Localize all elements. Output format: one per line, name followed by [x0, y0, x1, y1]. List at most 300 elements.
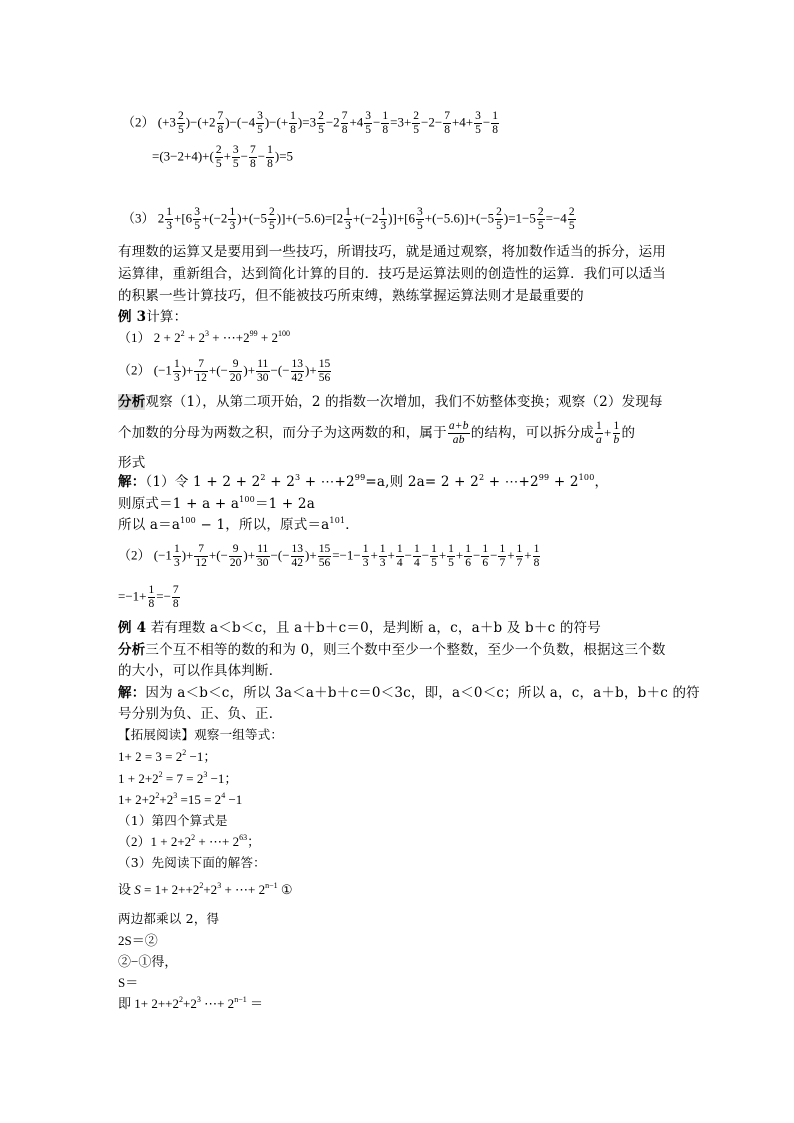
exponent: 2 — [155, 791, 160, 800]
fraction — [256, 543, 270, 570]
denominator: 5 — [568, 220, 575, 232]
term: − — [404, 547, 412, 563]
denominator: 4 — [413, 557, 420, 569]
example-label: 例 3 — [118, 309, 147, 325]
fraction — [416, 206, 424, 233]
paragraph-line: 运算律，重新组合，达到简化计算的目的．技巧是运算法则的创造性的运算．我们可以适当 — [118, 266, 666, 282]
denominator: 5 — [232, 158, 239, 170]
exponent: 100 — [277, 329, 290, 338]
denominator: 8 — [148, 598, 155, 610]
denominator: ab — [452, 434, 465, 446]
term: − — [421, 547, 430, 563]
term: =a,则 2a= 2 + 2 — [365, 474, 479, 490]
fraction — [268, 206, 276, 233]
fraction — [228, 206, 236, 233]
exponent: 2 — [260, 473, 266, 482]
fraction — [229, 358, 243, 385]
fraction — [291, 358, 305, 385]
term: )=3 — [297, 114, 317, 130]
exponent: 3 — [204, 329, 209, 338]
fraction — [256, 110, 264, 137]
exponent: 2 — [180, 329, 185, 338]
term: 2 + 2 — [153, 330, 181, 345]
exponent: 99 — [538, 473, 550, 482]
fraction — [215, 144, 223, 171]
numerator: 7 — [194, 358, 208, 372]
denominator: 56 — [318, 557, 331, 569]
numerator: 1 — [173, 358, 180, 370]
term: −1； — [207, 771, 238, 786]
numerator: 7 — [250, 144, 256, 156]
term: ＝ — [246, 996, 263, 1011]
question-1: （1）第四个算式是 — [118, 813, 228, 828]
numerator: 11 — [257, 358, 269, 370]
term: + ⋯+2 — [300, 474, 355, 490]
fraction — [318, 358, 332, 385]
denominator: 5 — [416, 220, 423, 232]
term: S — [134, 882, 141, 897]
denominator: 5 — [448, 557, 454, 569]
fraction — [249, 144, 257, 171]
exponent: 99 — [354, 473, 366, 482]
term: ① — [277, 882, 293, 897]
term: − — [240, 148, 249, 164]
exponent: 100 — [239, 495, 255, 504]
fraction — [595, 420, 603, 447]
analysis-text: 的结构，可以拆分成 — [470, 425, 594, 441]
fraction — [317, 110, 325, 137]
term: + — [455, 547, 464, 563]
denominator: 8 — [341, 124, 348, 136]
term: （1）令 1 + 2 + 2 — [145, 474, 261, 490]
solution-line-3 — [118, 517, 359, 533]
fraction — [344, 206, 352, 233]
term: −1 — [225, 792, 243, 807]
fraction — [194, 543, 208, 570]
fraction — [447, 543, 455, 570]
numerator: 1 — [362, 543, 369, 555]
numerator: 2 — [568, 206, 575, 218]
fraction — [613, 420, 621, 447]
exponent: n−1 — [234, 995, 247, 1004]
numerator: 1 — [379, 543, 386, 555]
term: )=1−5 — [503, 210, 536, 226]
denominator: 8 — [267, 158, 273, 170]
numerator: 1 — [465, 543, 472, 555]
fraction — [148, 584, 156, 611]
term: + — [507, 547, 515, 563]
term: − — [257, 148, 266, 164]
exponent: 3 — [196, 995, 201, 1004]
denominator: 20 — [229, 557, 242, 569]
denominator: 8 — [492, 124, 498, 136]
numerator: 1 — [492, 110, 498, 122]
fraction — [481, 543, 489, 570]
denominator: 5 — [431, 557, 437, 569]
numerator: 13 — [291, 358, 304, 370]
denominator: 4 — [396, 557, 403, 569]
fraction — [443, 110, 451, 137]
fraction — [362, 543, 370, 570]
denominator: 3 — [380, 220, 387, 232]
denominator: 8 — [533, 557, 540, 569]
item-number: （2） — [122, 114, 155, 130]
numerator: 1 — [396, 543, 403, 555]
fraction — [568, 206, 576, 233]
denominator: 5 — [475, 124, 481, 136]
fraction — [379, 543, 387, 570]
numerator: 15 — [318, 358, 331, 370]
denominator: 5 — [269, 220, 275, 232]
denominator: 3 — [362, 557, 369, 569]
term: (−1 — [153, 547, 172, 563]
fraction — [413, 543, 421, 570]
fraction — [217, 110, 225, 137]
exponent: 3 — [217, 881, 222, 890]
term: +2 — [159, 792, 174, 807]
term: +(−2 — [352, 210, 379, 226]
solution-text: 因为 a＜b＜c，所以 3a＜a＋b＋c＝0＜3c，即，a＜0＜c；所以 a，c，a＋b，b＋c 的符 — [145, 685, 700, 701]
exponent: 99 — [249, 329, 258, 338]
exponent: 2 — [199, 881, 204, 890]
analysis-line-2 — [118, 420, 635, 447]
term: )+ — [305, 547, 317, 563]
identity-2 — [118, 771, 237, 787]
numerator: 1 — [533, 543, 540, 555]
eq-line-2-cont — [152, 144, 293, 171]
analysis-label: 分析 — [118, 394, 146, 410]
numerator: 11 — [257, 543, 269, 555]
solution-label: 解： — [118, 474, 146, 490]
fraction — [291, 543, 305, 570]
denominator: 3 — [166, 220, 173, 232]
denominator: 6 — [482, 557, 489, 569]
numerator: 2 — [537, 206, 544, 218]
denominator: 3 — [345, 220, 351, 232]
term: −(− — [270, 362, 290, 378]
term: +(−5.6)]+(−5 — [424, 210, 495, 226]
term: 1 + 2+2 — [118, 771, 159, 786]
example-3-heading — [118, 309, 187, 325]
exponent: 2 — [478, 473, 485, 482]
denominator: 5 — [365, 124, 372, 136]
term: ⋯+ 2 — [200, 996, 235, 1011]
denominator: 3 — [173, 557, 180, 569]
exponent: 63 — [239, 833, 248, 842]
exponent: 3 — [295, 473, 301, 482]
term: + ⋯+ 2 — [195, 834, 240, 849]
exponent: 2 — [158, 770, 163, 779]
term: + — [603, 425, 612, 440]
fraction — [464, 543, 472, 570]
term: )−(+2 — [185, 114, 216, 130]
term: ， — [594, 474, 609, 490]
item-number: （3） — [122, 210, 155, 226]
numerator: 1 — [482, 543, 489, 555]
denominator: 42 — [291, 372, 304, 384]
exponent: n−1 — [265, 881, 278, 890]
term: =−1+ — [118, 588, 147, 604]
exponent: 2 — [182, 748, 187, 757]
term: )−(−4 — [225, 114, 256, 130]
solution-label: 解： — [118, 685, 146, 701]
numerator: 2 — [413, 110, 420, 122]
numerator: 1 — [267, 144, 273, 156]
fraction — [516, 543, 524, 570]
numerator: 2 — [215, 144, 222, 156]
numerator: 13 — [291, 543, 304, 555]
example-question: 若有理数 a＜b＜c，且 a＋b＋c＝0，是判断 a，c，a＋b 及 b＋c 的符号 — [150, 620, 601, 636]
numerator: 7 — [172, 584, 179, 596]
denominator: 56 — [318, 372, 331, 384]
fraction — [396, 543, 404, 570]
term: − — [482, 114, 491, 130]
fraction — [498, 543, 506, 570]
analysis-line-1 — [118, 394, 663, 410]
denominator: 5 — [413, 124, 420, 136]
identity-1 — [118, 749, 216, 765]
analysis-text: 的 — [621, 425, 636, 441]
denominator: 5 — [496, 220, 502, 232]
analysis-text: 个加数的分母为两数之积，而分子为这两数的和，属于 — [118, 425, 447, 441]
fraction — [474, 110, 482, 137]
denominator: 12 — [195, 372, 207, 384]
eq-line-2 — [122, 110, 500, 137]
exponent: 100 — [180, 516, 196, 525]
fraction — [491, 110, 499, 137]
term: （2）1 + 2+2 — [118, 834, 192, 849]
term: − — [490, 547, 498, 563]
term: + 2 — [184, 330, 205, 345]
numerator: 1 — [613, 420, 620, 432]
paragraph-line: 有理数的运算又是要用到一些技巧，所谓技巧，就是通过观察，将加数作适当的拆分，运用 — [118, 244, 666, 260]
exponent: 3 — [203, 770, 208, 779]
example-4-solution-2: 号分别为负、正、负、正． — [118, 706, 283, 722]
exponent: 2 — [179, 995, 183, 1004]
example-3-q2 — [118, 358, 332, 385]
numerator: 3 — [365, 110, 372, 122]
step-2s: 2S＝② — [118, 933, 158, 948]
fraction — [341, 110, 349, 137]
numerator: 3 — [257, 110, 263, 122]
term: = 1+ 2++2 — [140, 882, 200, 897]
numerator: 1 — [448, 543, 454, 555]
denominator: 8 — [172, 598, 179, 610]
fraction — [232, 144, 240, 171]
numerator: 3 — [194, 206, 200, 218]
term: −2 — [325, 114, 340, 130]
exponent: 101 — [329, 516, 346, 525]
paragraph-line: 的积累一些计算技巧，但不能被技巧所束缚，熟练掌握运算法则才是最重要的 — [118, 288, 584, 304]
solution-line-2 — [118, 496, 315, 512]
numerator: 1 — [345, 206, 351, 218]
fraction — [495, 206, 503, 233]
fraction — [364, 110, 372, 137]
term: + 2 — [549, 474, 579, 490]
denominator: 8 — [217, 124, 224, 136]
fraction — [266, 144, 274, 171]
numerator: 2 — [269, 206, 275, 218]
numerator: 1 — [380, 206, 387, 218]
term: =3+ — [390, 114, 412, 130]
term: )]+(−5.6)=[2 — [276, 210, 344, 226]
term: (+3 — [157, 114, 176, 130]
fraction — [172, 584, 180, 611]
denominator: 8 — [290, 124, 296, 136]
term: )+ — [305, 362, 317, 378]
example-label: 例 4 — [118, 620, 147, 636]
example-3-q1 — [118, 330, 290, 346]
analysis-line-3: 形式 — [118, 455, 146, 471]
analysis-label: 分析 — [118, 642, 146, 658]
step-s: S＝ — [118, 975, 139, 990]
fraction — [289, 110, 297, 137]
term: ＝1 + 2a — [254, 496, 315, 512]
analysis-text: 观察（1），从第二项开始，2 的指数一次增加，我们不妨整体变换；观察（2）发现每 — [145, 394, 663, 410]
denominator: 8 — [382, 124, 389, 136]
exponent: 2 — [191, 833, 196, 842]
denominator: 8 — [250, 158, 256, 170]
denominator: 30 — [257, 557, 269, 569]
numerator: 3 — [232, 144, 239, 156]
term: )+ — [243, 362, 256, 378]
numerator: 2 — [496, 206, 502, 218]
term: =−1− — [332, 547, 361, 563]
numerator: 2 — [177, 110, 184, 122]
numerator: 1 — [290, 110, 296, 122]
denominator: 5 — [177, 124, 184, 136]
denominator: 5 — [215, 158, 222, 170]
fraction — [379, 206, 387, 233]
term: +[6 — [174, 210, 193, 226]
term: + — [438, 547, 447, 563]
denominator: 3 — [379, 557, 386, 569]
denominator: 20 — [229, 372, 242, 384]
term: (−1 — [153, 362, 172, 378]
term: +4+ — [451, 114, 474, 130]
term: + — [223, 148, 231, 164]
term: 即 1+ 2++2 — [118, 996, 179, 1011]
fraction — [173, 543, 181, 570]
denominator: b — [613, 434, 620, 446]
term: +2 — [203, 882, 218, 897]
fraction — [193, 206, 201, 233]
exponent: 3 — [173, 791, 178, 800]
term: +4 — [349, 114, 364, 130]
question-2 — [118, 834, 260, 850]
term: )+(−5 — [237, 210, 268, 226]
term: = 7 = 2 — [162, 771, 204, 786]
denominator: 3 — [229, 220, 236, 232]
denominator: 3 — [173, 372, 180, 384]
step-multiply: 两边都乘以 2，得 — [118, 911, 220, 926]
example-title: 计算： — [146, 309, 188, 325]
term: )=5 — [274, 148, 294, 164]
term: =(3−2+4)+( — [152, 148, 214, 164]
item-number: （2） — [118, 547, 151, 563]
term: −2− — [421, 114, 443, 130]
item-number: （1） — [118, 330, 151, 345]
term: +(−2 — [201, 210, 228, 226]
denominator: 7 — [499, 557, 506, 569]
numerator: 9 — [229, 543, 243, 557]
step-subtract: ②−①得， — [118, 954, 178, 969]
fraction — [256, 358, 270, 385]
term: −1； — [186, 749, 217, 764]
fraction — [229, 543, 243, 570]
term: + ⋯+ 2 — [221, 882, 266, 897]
numerator: 1 — [148, 584, 155, 596]
numerator: 1 — [516, 543, 523, 555]
example-4-question — [118, 620, 601, 636]
fraction — [173, 358, 181, 385]
term: )+ — [181, 547, 194, 563]
numerator: 2 — [318, 110, 324, 122]
fraction — [165, 206, 173, 233]
fraction — [537, 206, 545, 233]
denominator: 8 — [444, 124, 450, 136]
term: + 2 — [257, 330, 278, 345]
term: −(− — [270, 547, 290, 563]
denominator: 42 — [291, 557, 304, 569]
term: )+ — [243, 547, 256, 563]
numerator: 3 — [416, 206, 423, 218]
numerator: a+b — [448, 420, 469, 432]
numerator: 1 — [173, 543, 180, 555]
numerator: 1 — [166, 206, 173, 218]
exponent: 4 — [221, 791, 226, 800]
term: + — [524, 547, 532, 563]
example-4-analysis-2: 的大小，可以作具体判断． — [118, 663, 283, 679]
fraction — [177, 110, 185, 137]
fraction — [448, 420, 470, 447]
denominator: 7 — [516, 557, 523, 569]
numerator: 7 — [217, 110, 224, 122]
term: 1+ 2+2 — [118, 792, 156, 807]
step-result — [118, 996, 263, 1012]
numerator: 1 — [431, 543, 437, 555]
denominator: 12 — [195, 557, 207, 569]
item-number: （2） — [118, 362, 151, 378]
term: 则原式＝1 + a + a — [118, 496, 240, 512]
term: )+ — [181, 362, 194, 378]
term: + ⋯+2 — [484, 474, 539, 490]
denominator: 5 — [318, 124, 324, 136]
example-4-solution-1 — [118, 685, 700, 701]
term: + ⋯+2 — [208, 330, 250, 345]
numerator: 7 — [194, 543, 208, 557]
term: +2 — [183, 996, 197, 1011]
denominator: 5 — [194, 220, 200, 232]
identity-3 — [118, 792, 242, 808]
numerator: 3 — [475, 110, 481, 122]
question-3: （3）先阅读下面的解答： — [118, 855, 266, 870]
term: )]+[6 — [388, 210, 415, 226]
fraction — [381, 110, 389, 137]
term: + 2 — [265, 474, 295, 490]
term: 所以 a＝a — [118, 517, 181, 533]
fraction — [430, 543, 438, 570]
term: ； — [247, 834, 261, 849]
fraction — [412, 110, 420, 137]
analysis-text: 三个互不相等的数的和为 0，则三个数中至少一个整数，至少一个负数，根据这三个数 — [145, 642, 666, 658]
eq-line-3 — [122, 206, 577, 233]
fraction — [194, 358, 208, 385]
extended-reading-title: 【拓展阅读】观察一组等式： — [118, 727, 284, 742]
numerator: 1 — [499, 543, 506, 555]
term: + — [370, 547, 378, 563]
solution-line-1 — [118, 474, 608, 490]
